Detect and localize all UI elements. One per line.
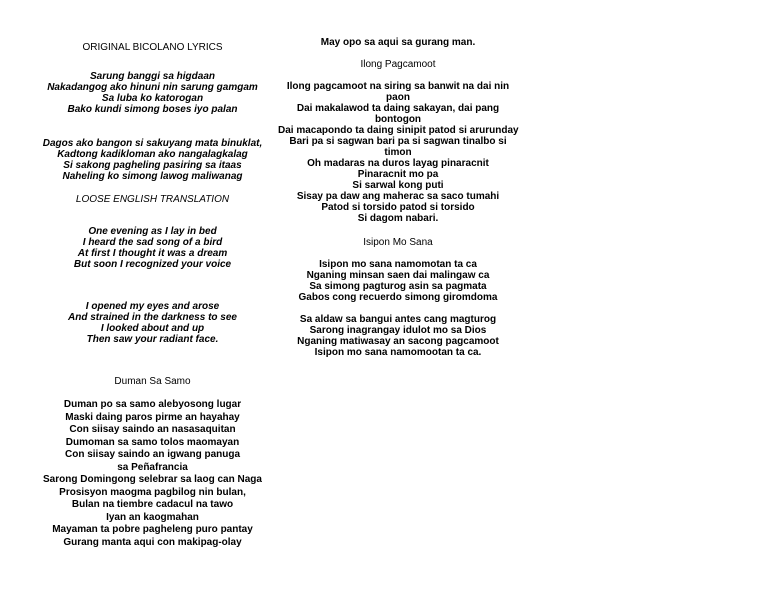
translation-verse-2 (30, 301, 275, 345)
ilong-pagcamoot-lyrics (278, 81, 518, 224)
lyric-line: Iyan an kaogmahan (106, 511, 199, 523)
lyric-line: Maski daing paros pirme an hayahay (65, 411, 240, 423)
lyric-line: But soon I recognized your voice (73, 259, 232, 270)
original-verse-2 (30, 138, 275, 182)
lyric-line: Bari pa si sagwan bari pa si sagwan tinalbo si timon (289, 136, 507, 158)
lyric-line: Sarung banggi sa higdaan (89, 71, 215, 82)
lyric-line: Nganing minsan saen dai malingaw ca (306, 270, 490, 281)
lyric-line: Isipon mo sana namomotan ta ca (319, 259, 477, 270)
lyric-line: Nakadangog ako hinuni nin sarung gamgam (47, 82, 258, 93)
lyric-line: Naheling ko simong lawog maliwanag (62, 171, 243, 182)
lyric-line: Gabos cong recuerdo simong giromdoma (298, 292, 498, 303)
lyric-line: Si sakong pagheling pasiring sa itaas (63, 160, 242, 171)
lyric-line: Gurang manta aqui con makipag-olay (63, 536, 242, 548)
lyric-line: Bako kundi simong boses iyo palan (67, 104, 238, 115)
original-verse-1 (30, 71, 275, 115)
lyric-line: Duman po sa samo alebyosong lugar (63, 399, 242, 410)
isipon-verse-1 (278, 259, 518, 303)
lyric-line: Sa simong pagturog asin sa pagmata (309, 281, 487, 292)
isipon-verse-2 (278, 314, 518, 358)
original-lyrics-heading: ORIGINAL BICOLANO LYRICS (82, 42, 223, 53)
lyric-line: Then saw your radiant face. (86, 334, 219, 345)
lyric-line: Sarong Domingong selebrar sa laog can Naga (43, 474, 262, 485)
lyric-line: Sarong inagrangay idulot mo sa Dios (309, 325, 487, 336)
isipon-mo-sana-title: Isipon Mo Sana (363, 237, 433, 248)
ilong-pagcamoot-title: Ilong Pagcamoot (360, 59, 436, 70)
lyric-line: Dai makalawod ta daing sakayan, dai pang bontogon (296, 103, 500, 125)
lyric-line: Con siisay saindo an nasasaquitan (69, 424, 236, 435)
lyric-line: Dagos ako bangon si sakuyang mata binuklat, (42, 138, 263, 149)
lyric-line: Nganing matiwasay an sacong pagcamoot (297, 336, 499, 347)
lyric-line: Kadtong kadikloman ako nangalagkalag (57, 149, 248, 160)
lyric-line: Sa luba ko katorogan (101, 93, 204, 104)
lyric-line: I opened my eyes and arose (85, 301, 220, 312)
lyric-line: Pinaracnit mo pa (357, 169, 439, 180)
top-line: May opo sa aqui sa gurang man. (320, 37, 476, 48)
lyric-line: One evening as I lay in bed (88, 226, 217, 237)
lyric-line: Dumoman sa samo tolos maomayan (65, 436, 240, 448)
duman-sa-samo-lyrics (30, 399, 275, 549)
lyric-line: Ilong pagcamoot na siring sa banwit na dai nin paon (286, 81, 510, 103)
lyric-line: And strained in the darkness to see (68, 312, 237, 323)
lyric-line: Mayaman ta pobre pagheleng puro pantay (52, 524, 253, 535)
lyric-line: Si dagom nabari. (357, 213, 439, 224)
lyric-line: I looked about and up (100, 323, 205, 334)
lyric-line: Oh madaras na duros layag pinaracnit (307, 158, 489, 169)
lyric-line: Con siisay saindo an igwang panuga sa Peñafrancia (64, 449, 241, 473)
lyric-line: Bulan na tiembre cadacul na tawo (71, 499, 234, 510)
lyric-line: I heard the sad song of a bird (82, 237, 223, 248)
lyric-line: Sa aldaw sa bangui antes cang magturog (299, 314, 497, 325)
lyric-line: Sisay pa daw ang maherac sa saco tumahi (296, 191, 500, 202)
translation-heading: LOOSE ENGLISH TRANSLATION (75, 194, 230, 205)
lyric-line: At first I thought it was a dream (77, 248, 228, 259)
lyric-line: Dai macapondo ta daing sinipit patod si arurunday (278, 125, 519, 136)
duman-sa-samo-title: Duman Sa Samo (114, 376, 191, 387)
lyric-line: Prosisyon maogma pagbilog nin bulan, (59, 486, 246, 498)
lyric-line: Isipon mo sana namomootan ta ca. (314, 347, 482, 358)
lyric-line: Si sarwal kong puti (352, 180, 444, 191)
lyric-line: Patod si torsido patod si torsido (321, 202, 475, 213)
translation-verse-1 (30, 226, 275, 270)
